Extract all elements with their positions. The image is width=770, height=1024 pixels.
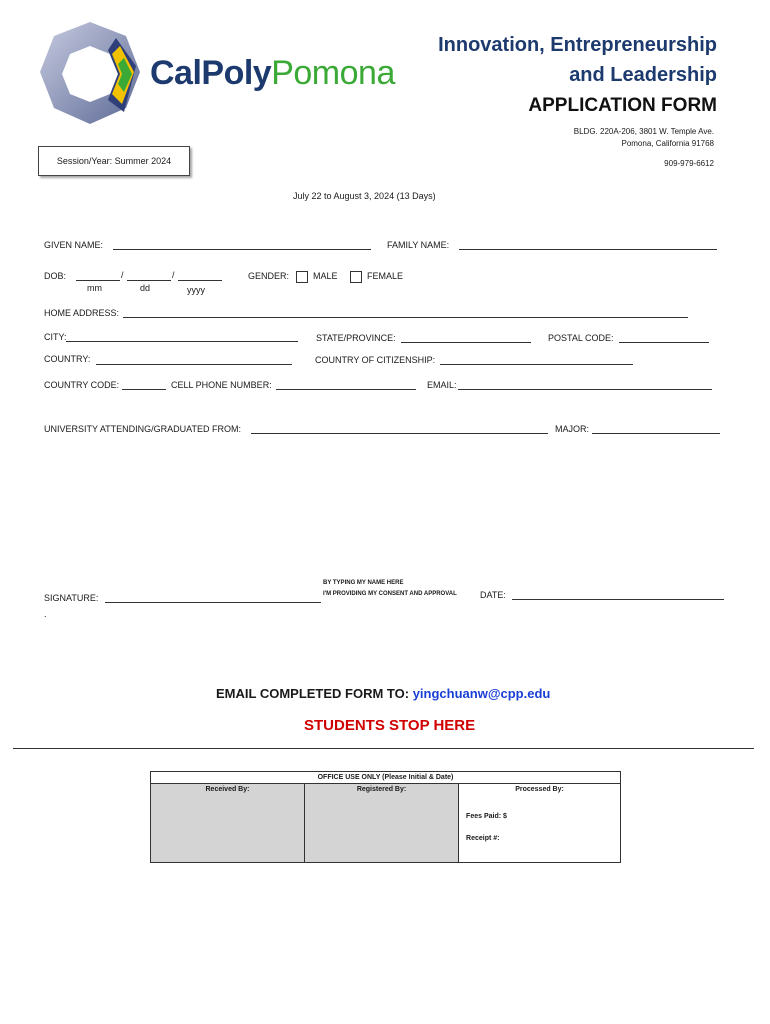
dob-year-field[interactable] xyxy=(178,280,222,281)
given-name-label: GIVEN NAME: xyxy=(44,240,104,250)
dob-day-field[interactable] xyxy=(127,280,171,281)
home-address-label: HOME ADDRESS: xyxy=(44,308,120,318)
dob-yyyy-hint: yyyy xyxy=(187,285,205,295)
dob-slash-2: / xyxy=(172,270,175,280)
female-label: FEMALE xyxy=(367,271,404,281)
date-label: DATE: xyxy=(480,590,506,600)
dob-slash-1: / xyxy=(121,270,124,280)
state-field[interactable] xyxy=(401,342,531,343)
logo xyxy=(36,20,406,130)
program-dates: July 22 to August 3, 2024 (13 Days) xyxy=(293,191,436,201)
consent-line2: I'M PROVIDING MY CONSENT AND APPROVAL xyxy=(323,591,457,597)
signature-field[interactable] xyxy=(105,602,321,603)
home-address-field[interactable] xyxy=(123,317,688,318)
program-title-line1: Innovation, Entrepreneurship xyxy=(438,34,717,56)
received-by-label: Received By: xyxy=(205,786,250,793)
major-label: MAJOR: xyxy=(555,424,590,434)
office-use-table xyxy=(150,771,621,863)
phone: 909-979-6612 xyxy=(664,159,714,168)
email-instruction-label: EMAIL COMPLETED FORM TO: xyxy=(216,686,410,701)
university-field[interactable] xyxy=(251,433,548,434)
major-field[interactable] xyxy=(592,433,720,434)
city-field[interactable] xyxy=(66,341,298,342)
email-label: EMAIL: xyxy=(427,380,457,390)
consent-line1: BY TYPING MY NAME HERE xyxy=(323,580,404,586)
fees-paid-label: Fees Paid: $ xyxy=(466,813,507,820)
male-checkbox[interactable] xyxy=(296,271,308,283)
country-label: COUNTRY: xyxy=(44,354,91,364)
program-title-line2: and Leadership xyxy=(569,64,717,86)
dob-label: DOB: xyxy=(44,271,67,281)
processed-by-cell xyxy=(459,784,621,863)
citizenship-label: COUNTRY OF CITIZENSHIP: xyxy=(315,355,436,365)
stray-dot: . xyxy=(44,609,47,619)
receipt-label: Receipt #: xyxy=(466,835,500,842)
state-label: STATE/PROVINCE: xyxy=(316,333,396,343)
citizenship-field[interactable] xyxy=(440,364,633,365)
dob-mm-hint: mm xyxy=(87,283,102,293)
email-field[interactable] xyxy=(458,389,712,390)
office-use-title: OFFICE USE ONLY (Please Initial & Date) xyxy=(151,772,621,784)
university-label: UNIVERSITY ATTENDING/GRADUATED FROM: xyxy=(44,424,242,434)
country-code-field[interactable] xyxy=(122,389,166,390)
address-line2: Pomona, California 91768 xyxy=(621,139,714,148)
dob-dd-hint: dd xyxy=(140,283,151,293)
form-title: APPLICATION FORM xyxy=(528,95,717,116)
email-address-link[interactable]: yingchuanw@cpp.edu xyxy=(412,686,551,701)
students-stop-here: STUDENTS STOP HERE xyxy=(304,717,476,734)
postal-code-label: POSTAL CODE: xyxy=(548,333,614,343)
processed-by-label: Processed By: xyxy=(515,786,564,793)
given-name-field[interactable] xyxy=(113,249,371,250)
session-box xyxy=(38,146,190,176)
dob-month-field[interactable] xyxy=(76,280,120,281)
gender-label: GENDER: xyxy=(248,271,290,281)
logo-text-pomona: Pomona xyxy=(271,54,395,92)
signature-label: SIGNATURE: xyxy=(44,593,99,603)
session-text: Session/Year: Summer 2024 xyxy=(56,156,172,166)
family-name-field[interactable] xyxy=(459,249,717,250)
divider-line xyxy=(13,748,754,749)
logo-text-calpoly: CalPoly xyxy=(150,54,272,92)
address-line1: BLDG. 220A-206, 3801 W. Temple Ave. xyxy=(573,127,714,136)
cell-phone-label: CELL PHONE NUMBER: xyxy=(171,380,272,390)
country-field[interactable] xyxy=(96,364,292,365)
cell-phone-field[interactable] xyxy=(276,389,416,390)
country-code-label: COUNTRY CODE: xyxy=(44,380,120,390)
family-name-label: FAMILY NAME: xyxy=(387,240,450,250)
male-label: MALE xyxy=(313,271,338,281)
octagon-logo-icon xyxy=(36,20,144,128)
postal-code-field[interactable] xyxy=(619,342,709,343)
registered-by-cell xyxy=(304,784,458,863)
received-by-cell xyxy=(151,784,305,863)
email-instruction xyxy=(216,686,550,701)
registered-by-label: Registered By: xyxy=(356,786,407,793)
date-field[interactable] xyxy=(512,599,724,600)
female-checkbox[interactable] xyxy=(350,271,362,283)
city-label: CITY: xyxy=(44,332,67,342)
